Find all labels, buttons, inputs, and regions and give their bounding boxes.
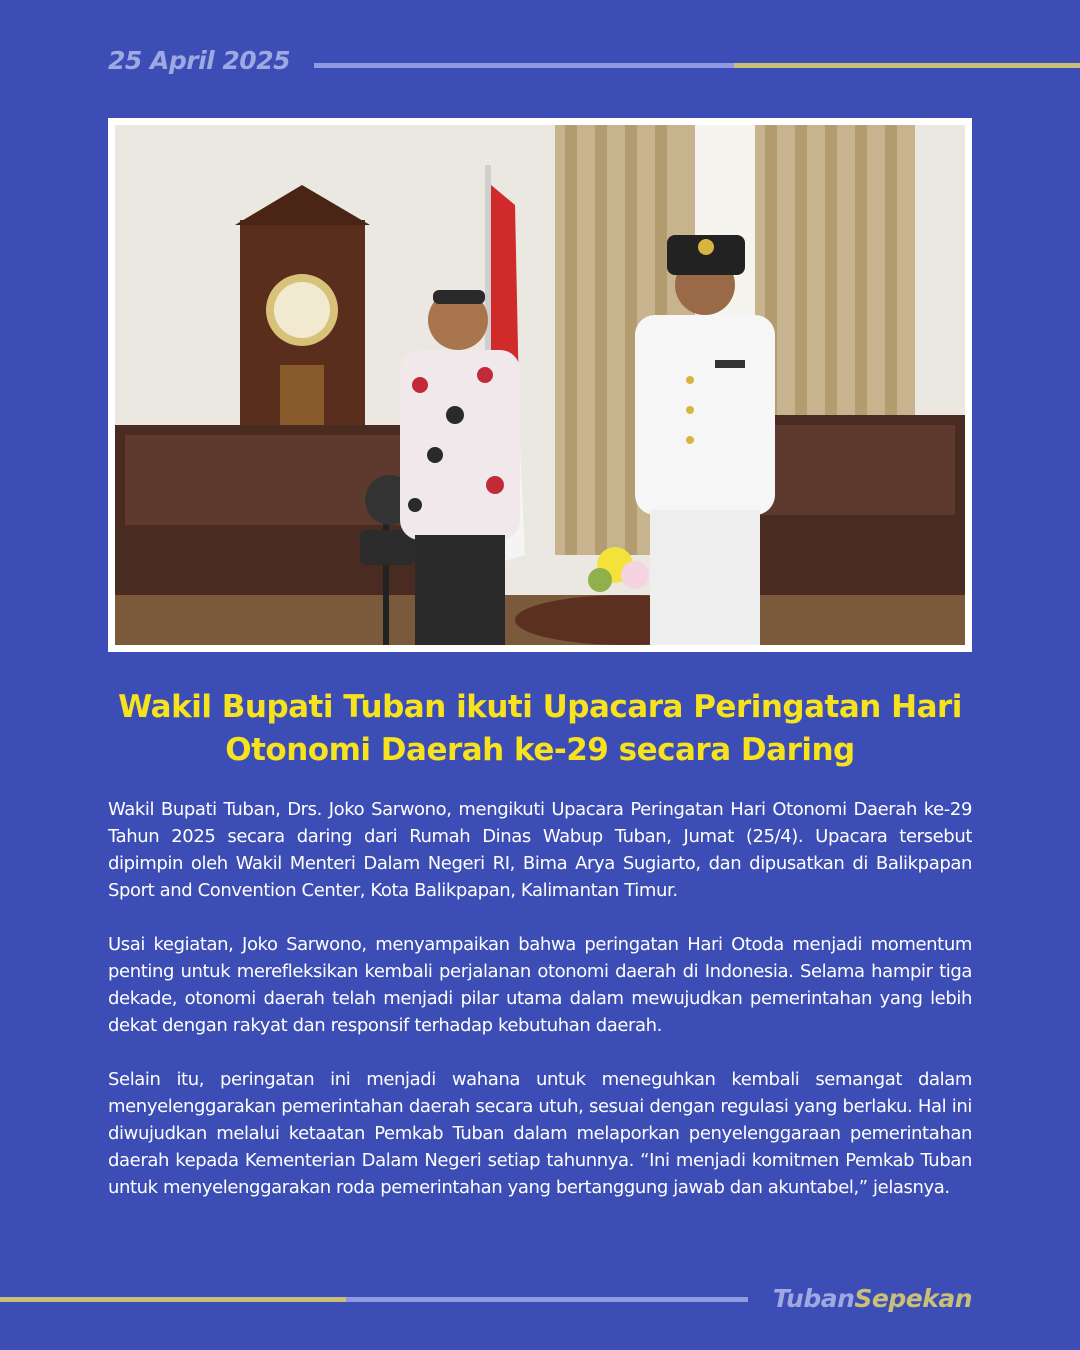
article-body xyxy=(108,796,972,1228)
bottom-divider-gold xyxy=(0,1297,346,1302)
article-paragraph-1: Wakil Bupati Tuban, Drs. Joko Sarwono, mengikuti Upacara Peringatan Hari Otonomi Daerah ke-29 Tahun 2025 secara daring dari Rumah Dinas Wabup Tuban, Jumat (25/4). Upacara tersebut dipimpin oleh Wakil Menteri Dalam Negeri RI, Bima Arya Sugiarto, dan dipusatkan di Balikpapan Sport and Convention Center, Kota Balikpapan, Kalimantan Timur. xyxy=(108,799,972,901)
event-photo xyxy=(115,125,965,645)
top-divider-blue xyxy=(314,63,734,68)
brand-part-sepekan: Sepekan xyxy=(854,1284,972,1313)
event-photo-illustration xyxy=(115,125,965,645)
post-date: 25 April 2025 xyxy=(108,46,290,75)
brand-part-tuban: Tuban xyxy=(772,1284,855,1313)
photo-frame xyxy=(108,118,972,652)
article-paragraph-2: Usai kegiatan, Joko Sarwono, menyampaikan bahwa peringatan Hari Otoda menjadi momentum penting untuk merefleksikan kembali perjalanan otonomi daerah di Indonesia. Selama hampir tiga dekade, otonomi daerah telah menjadi pilar utama dalam mewujudkan pemerintahan yang lebih dekat dengan rakyat dan responsif terhadap kebutuhan daerah. xyxy=(108,934,972,1036)
bottom-divider-blue xyxy=(346,1297,748,1302)
top-divider xyxy=(314,63,1080,68)
article-paragraph-3: Selain itu, peringatan ini menjadi wahana untuk meneguhkan kembali semangat dalam menyelenggarakan pemerintahan daerah secara utuh, sesuai dengan regulasi yang berlaku. Hal ini diwujudkan melalui ketaatan Pemkab Tuban dalam melaporkan penyelenggaraan pemerintahan daerah kepada Kementerian Dalam Negeri setiap tahunnya. “Ini menjadi komitmen Pemkab Tuban untuk menyelenggarakan roda pemerintahan yang bertanggung jawab dan akuntabel,” jelasnya. xyxy=(108,1069,972,1198)
article-title: Wakil Bupati Tuban ikuti Upacara Peringatan Hari Otonomi Daerah ke-29 secara Daring xyxy=(118,689,962,768)
bottom-divider xyxy=(0,1297,748,1302)
brand-logo xyxy=(773,1284,972,1313)
top-divider-gold xyxy=(734,63,1080,68)
